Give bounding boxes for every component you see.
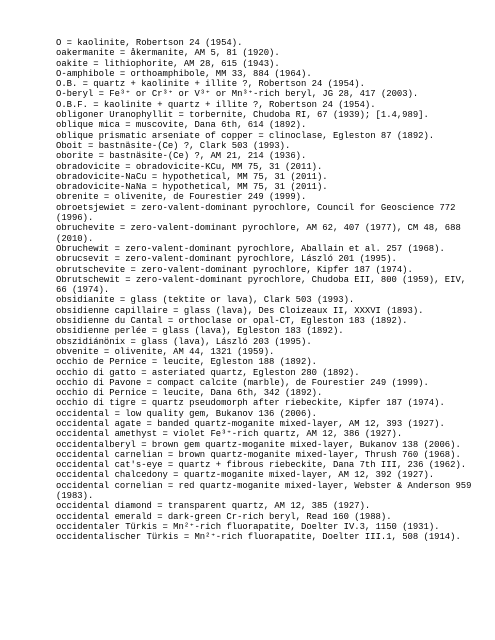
glossary-entry: O.B.F. = kaolinite + quartz + illite ?, Robertson 24 (1954). [56,99,376,110]
glossary-entry: obroetsjewiet = zero-valent-dominant pyrochlore, Council for Geoscience 772 (1996). [56,202,461,224]
glossary-entry: oakermanite = åkermanite, AM 5, 81 (1920). [56,48,280,59]
glossary-entry: obruchevite = zero-valent-dominant pyrochlore, AM 62, 407 (1977), CM 48, 688 (2010). [56,223,467,244]
glossary-entry: obrutschevite = zero-valent-dominant pyrochlore, Kipfer 187 (1974). [56,264,413,275]
glossary-entry: obradovicite = obradovicite-KCu, MM 75, 31 (2011). [56,161,323,172]
glossary-entry: obsidianite = glass (tektite or lava), Clark 503 (1993). [56,295,355,306]
glossary-entry: occidentalischer Türkis = Mn²⁺-rich fluorapatite, Doelter III.1, 508 (1914). [56,532,461,543]
glossary-entry: oblique prismatic arseniate of copper = clinoclase, Egleston 87 (1892). [56,130,435,141]
glossary-entry: occidental diamond = transparent quartz, AM 12, 385 (1927). [56,501,371,512]
glossary-entry: occidentalberyl = brown gem quartz-moganite mixed-layer, Bukanov 138 (2006). [56,439,461,450]
glossary-entry: occidental chalcedony = quartz-moganite mixed-layer, AM 12, 392 (1927). [56,470,435,481]
glossary-entry: O.B. = quartz + kaolinite + illite ?, Robertson 24 (1954). [56,79,365,90]
glossary-entry: occidental amethyst = violet Fe³⁺-rich quartz, AM 12, 386 (1927). [56,429,403,440]
glossary-entry: obszidiánönix = glass (lava), László 203 (1995). [56,336,312,347]
glossary-entry: obvenite = olivenite, AM 44, 1321 (1959). [56,346,275,357]
glossary-entry: oakite = lithiophorite, AM 28, 615 (1943). [56,58,280,69]
glossary-entry: Obrutschewit = zero-valent-dominant pyrochlore, Chudoba EII, 800 (1959), EIV, 66 (1974). [56,274,472,296]
glossary-entry: obradovicite-NaNa = hypothetical, MM 75, 31 (2011). [56,182,328,193]
glossary-entry: O = kaolinite, Robertson 24 (1954). [56,38,243,48]
glossary-entry: oborite = bastnäsite-(Ce) ?, AM 21, 214 (1936). [56,151,307,162]
glossary-entry: O-amphibole = orthoamphibole, MM 33, 884 (1964). [56,68,312,79]
glossary-entry: occidental = low quality gem, Bukanov 136 (2006). [56,408,317,419]
glossary-entry: obrucsevit = zero-valent-dominant pyrochlore, László 201 (1995). [56,254,397,265]
glossary-entry: occidental agate = banded quartz-moganite mixed-layer, AM 12, 393 (1927). [56,418,445,429]
glossary-entry: occidental cornelian = red quartz-moganite mixed-layer, Webster & Anderson 959 (1983). [56,480,477,502]
glossary-entry: occhio de Pernice = leucite, Egleston 188 (1892). [56,357,317,368]
glossary-entry: oblique mica = muscovite, Dana 6th, 614 (1892). [56,120,307,131]
glossary-entry: obradovicite-NaCu = hypothetical, MM 75, 31 (2011). [56,171,328,182]
glossary-entry: obsidienne capillaire = glass (lava), Des Cloizeaux II, XXXVI (1893). [56,305,424,316]
glossary-entry: occidentaler Türkis = Mn²⁺-rich fluorapatite, Doelter IV.3, 1150 (1931). [56,521,440,532]
glossary-entry: obligoner Uranophyllit = torbernite, Chudoba RI, 67 (1939); [1.4,989]. [56,110,429,121]
glossary-entry: obsidienne perlée = glass (lava), Egleston 183 (1892). [56,326,344,337]
glossary-entry: Oboit = bastnäsite-(Ce) ?, Clark 503 (1993). [56,140,291,151]
glossary-entry: occidental emerald = dark-green Cr-rich beryl, Read 160 (1988). [56,511,392,522]
glossary-entry: O-beryl = Fe³⁺ or Cr³⁺ or V³⁺ or Mn³⁺-rich beryl, JG 28, 417 (2003). [56,89,419,100]
glossary-entry: obrenite = olivenite, de Fourestier 249 (1999). [56,192,307,203]
glossary-entry: obsidienne du Cantal = orthoclase or opal-CT, Egleston 183 (1892). [56,316,408,327]
glossary-entry: occhio di tigre = quartz pseudomorph after riebeckite, Kipfer 187 (1974). [56,398,445,409]
glossary-entry: Obruchewit = zero-valent-dominant pyrochlore, Aballain et al. 257 (1968). [56,243,445,254]
glossary-entry: occidental carnelian = brown quartz-moganite mixed-layer, Thrush 760 (1968). [56,449,461,460]
glossary-entry: occhio di Pavone = compact calcite (marble), de Fourestier 249 (1999). [56,377,429,388]
glossary-entry: occidental cat's-eye = quartz + fibrous riebeckite, Dana 7th III, 236 (1962). [56,460,467,471]
glossary-entry: occhio di Pernice = leucite, Dana 6th, 342 (1892). [56,388,323,399]
glossary-entry: occhio di gatto = asteriated quartz, Egleston 280 (1892). [56,367,360,378]
